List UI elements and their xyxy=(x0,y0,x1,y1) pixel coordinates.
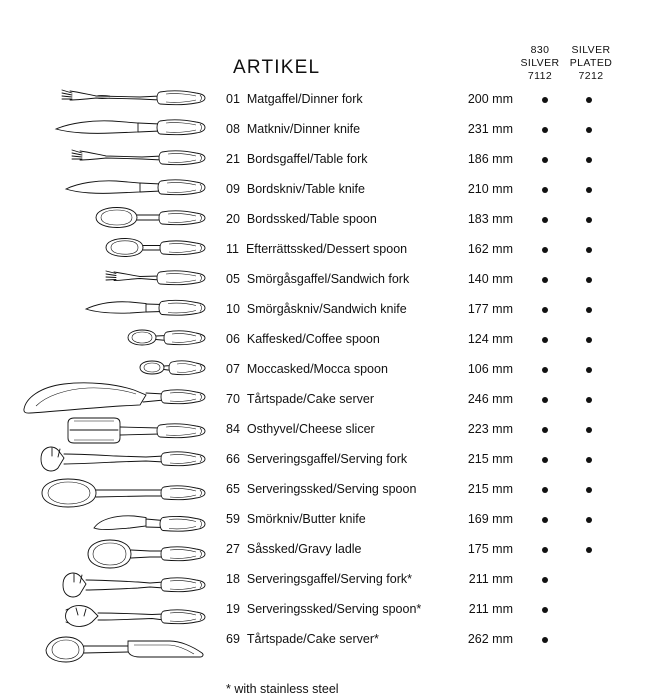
table-row[interactable] xyxy=(0,116,668,146)
row-length: 223 mm xyxy=(467,422,513,436)
row-label: 59 Smörkniv/Butter knife xyxy=(226,512,366,526)
table-row[interactable] xyxy=(0,86,668,116)
row-length: 211 mm xyxy=(468,572,513,586)
table-row[interactable] xyxy=(0,566,668,596)
table-row[interactable] xyxy=(0,356,668,386)
column-header-plated-line2: PLATED xyxy=(569,57,613,69)
plated-availability-dot xyxy=(586,397,592,403)
table-row[interactable] xyxy=(0,626,668,656)
silver-availability-dot xyxy=(542,247,548,253)
plated-availability-dot xyxy=(586,547,592,553)
silver-availability-dot xyxy=(542,547,548,553)
row-label: 05 Smörgåsgaffel/Sandwich fork xyxy=(226,272,410,286)
column-header-silver xyxy=(515,44,565,83)
row-label: 01 Matgaffel/Dinner fork xyxy=(226,92,363,106)
plated-availability-dot xyxy=(586,307,592,313)
row-label: 20 Bordssked/Table spoon xyxy=(226,212,377,226)
silver-availability-dot xyxy=(542,577,548,583)
silver-availability-dot xyxy=(542,217,548,223)
table-row[interactable] xyxy=(0,476,668,506)
silver-availability-dot xyxy=(542,607,548,613)
row-length: 200 mm xyxy=(467,92,513,106)
plated-availability-dot xyxy=(586,367,592,373)
row-length: 231 mm xyxy=(467,122,513,136)
row-label: 06 Kaffesked/Coffee spoon xyxy=(226,332,380,346)
silver-availability-dot xyxy=(542,127,548,133)
row-length: 186 mm xyxy=(467,152,513,166)
row-label: 70 Tårtspade/Cake server xyxy=(226,392,374,406)
row-label: 66 Serveringsgaffel/Serving fork xyxy=(226,452,408,466)
row-label: 07 Moccasked/Mocca spoon xyxy=(226,362,388,376)
silver-availability-dot xyxy=(542,517,548,523)
column-header-silver-line2: SILVER xyxy=(520,57,560,69)
row-label: 10 Smörgåskniv/Sandwich knife xyxy=(226,302,407,316)
column-header-plated-line3: 7212 xyxy=(578,70,604,82)
row-length: 124 mm xyxy=(467,332,513,346)
row-length: 210 mm xyxy=(467,182,513,196)
silver-availability-dot xyxy=(542,337,548,343)
silver-availability-dot xyxy=(542,307,548,313)
table-row[interactable] xyxy=(0,446,668,476)
page-header xyxy=(0,0,668,86)
plated-availability-dot xyxy=(586,487,592,493)
silver-availability-dot xyxy=(542,277,548,283)
row-label: 11 Efterrättssked/Dessert spoon xyxy=(226,242,408,256)
table-row[interactable] xyxy=(0,506,668,536)
plated-availability-dot xyxy=(586,127,592,133)
row-length: 262 mm xyxy=(467,632,513,646)
row-label: 84 Osthyvel/Cheese slicer xyxy=(226,422,375,436)
table-row[interactable] xyxy=(0,296,668,326)
row-length: 211 mm xyxy=(468,602,513,616)
silver-availability-dot xyxy=(542,397,548,403)
row-length: 140 mm xyxy=(467,272,513,286)
silver-availability-dot xyxy=(542,157,548,163)
silver-availability-dot xyxy=(542,487,548,493)
plated-availability-dot xyxy=(586,217,592,223)
row-length: 169 mm xyxy=(467,512,513,526)
row-label: 09 Bordskniv/Table knife xyxy=(226,182,365,196)
page-title: ARTIKEL xyxy=(233,57,321,78)
plated-availability-dot xyxy=(586,337,592,343)
plated-availability-dot xyxy=(586,517,592,523)
silver-availability-dot xyxy=(542,427,548,433)
table-row[interactable] xyxy=(0,146,668,176)
plated-availability-dot xyxy=(586,457,592,463)
plated-availability-dot xyxy=(586,247,592,253)
plated-availability-dot xyxy=(586,187,592,193)
row-length: 246 mm xyxy=(467,392,513,406)
plated-availability-dot xyxy=(586,97,592,103)
column-header-silver-line1: 830 xyxy=(530,44,550,56)
table-row[interactable] xyxy=(0,416,668,446)
row-length: 162 mm xyxy=(467,242,513,256)
silver-availability-dot xyxy=(542,637,548,643)
table-row[interactable] xyxy=(0,176,668,206)
row-label: 65 Serveringssked/Serving spoon xyxy=(226,482,417,496)
row-length: 215 mm xyxy=(467,482,513,496)
column-header-plated-line1: SILVER xyxy=(571,44,611,56)
column-header-silver-plated xyxy=(560,44,622,83)
table-row[interactable] xyxy=(0,386,668,416)
table-row[interactable] xyxy=(0,536,668,566)
row-length: 177 mm xyxy=(467,302,513,316)
row-length: 175 mm xyxy=(467,542,513,556)
column-header-silver-line3: 7112 xyxy=(527,70,553,82)
row-label: 19 Serveringssked/Serving spoon* xyxy=(226,602,422,616)
row-label: 69 Tårtspade/Cake server* xyxy=(226,632,379,646)
row-label: 08 Matkniv/Dinner knife xyxy=(226,122,361,136)
footnote: * with stainless steel xyxy=(226,682,339,696)
silver-availability-dot xyxy=(542,187,548,193)
row-length: 215 mm xyxy=(467,452,513,466)
plated-availability-dot xyxy=(586,157,592,163)
table-row[interactable] xyxy=(0,326,668,356)
silver-availability-dot xyxy=(542,97,548,103)
product-table xyxy=(0,86,668,656)
silver-availability-dot xyxy=(542,367,548,373)
row-label: 18 Serveringsgaffel/Serving fork* xyxy=(226,572,412,586)
table-row[interactable] xyxy=(0,206,668,236)
row-label: 27 Såssked/Gravy ladle xyxy=(226,542,362,556)
row-label: 21 Bordsgaffel/Table fork xyxy=(226,152,368,166)
table-row[interactable] xyxy=(0,236,668,266)
plated-availability-dot xyxy=(586,277,592,283)
table-row[interactable] xyxy=(0,596,668,626)
row-length: 183 mm xyxy=(467,212,513,226)
row-length: 106 mm xyxy=(467,362,513,376)
silver-availability-dot xyxy=(542,457,548,463)
table-row[interactable] xyxy=(0,266,668,296)
plated-availability-dot xyxy=(586,427,592,433)
